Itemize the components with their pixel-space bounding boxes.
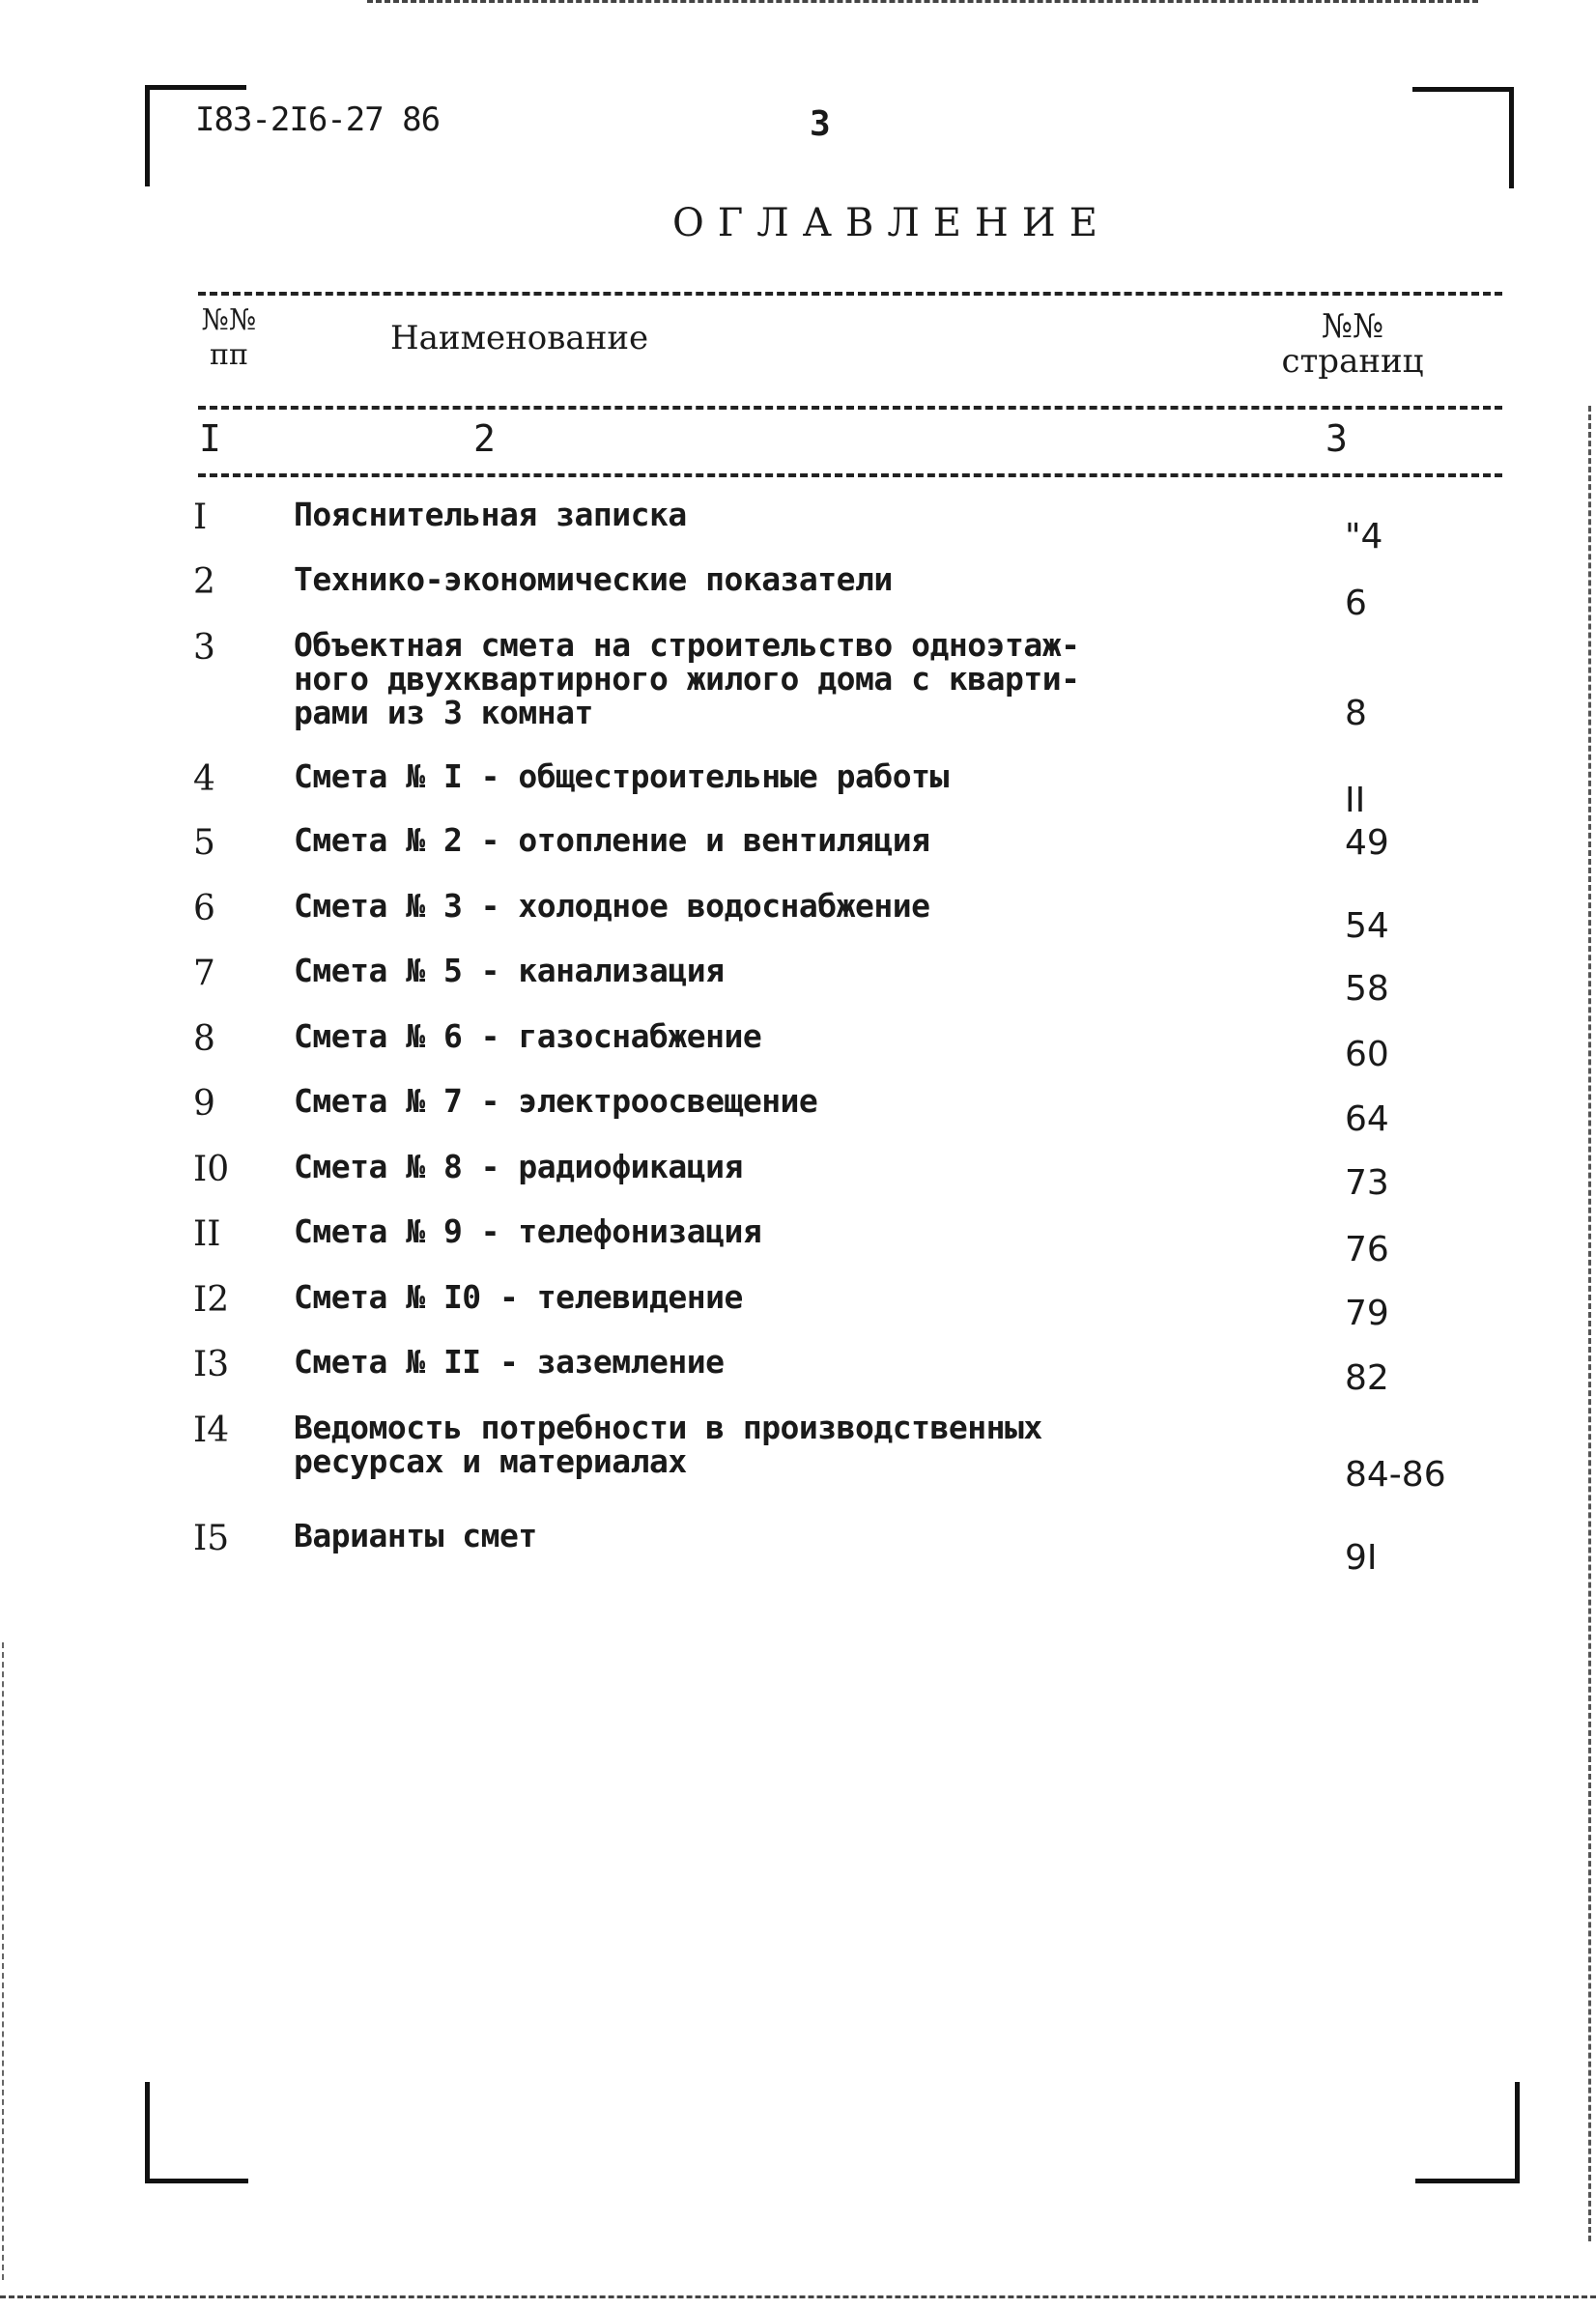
- row-page: 73: [1345, 1163, 1389, 1203]
- page-number: 3: [810, 104, 831, 144]
- row-page: 49: [1345, 823, 1389, 863]
- scan-edge-right: [1588, 406, 1591, 2241]
- row-name: Смета № 5 - канализация: [294, 952, 725, 989]
- row-number: 9: [193, 1084, 215, 1124]
- row-page: II: [1345, 781, 1366, 820]
- page-title: ОГЛАВЛЕНИЕ: [672, 201, 1111, 245]
- row-name: Объектная смета на строительство одноэтаж- ного двухквартирного жилого дома с кварти- рами из 3 комнат: [294, 626, 1080, 731]
- row-name: Смета № II - заземление: [294, 1343, 725, 1381]
- row-name: Смета № I0 - телевидение: [294, 1278, 743, 1316]
- row-name: Варианты смет: [294, 1517, 537, 1554]
- row-page: "4: [1345, 517, 1383, 556]
- row-name: Ведомость потребности в производственных ресурсах и материалах: [294, 1409, 1042, 1480]
- row-number: 2: [193, 562, 215, 602]
- row-page: 82: [1345, 1358, 1389, 1398]
- document-code: I83-2I6-27 86: [195, 100, 441, 139]
- row-page: 60: [1345, 1035, 1389, 1074]
- row-page: 64: [1345, 1099, 1389, 1139]
- row-name: Смета № 2 - отопление и вентиляция: [294, 821, 930, 859]
- crop-mark-bottom-left: [145, 2082, 248, 2183]
- row-name: Смета № 3 - холодное водоснабжение: [294, 887, 930, 925]
- row-page: 8: [1345, 694, 1367, 733]
- table-rule-body: [198, 473, 1502, 477]
- column-header-pages: №№ страниц: [1281, 307, 1424, 381]
- row-number: I: [193, 498, 208, 537]
- scan-edge-left: [2, 1642, 4, 2280]
- table-rule-header: [198, 406, 1502, 410]
- row-page: 9I: [1345, 1538, 1378, 1578]
- row-name: Смета № 7 - электроосвещение: [294, 1082, 818, 1120]
- row-name: Смета № 6 - газоснабжение: [294, 1017, 762, 1055]
- column-header-name: Наименование: [390, 319, 649, 357]
- scan-edge-bottom: [0, 2295, 1596, 2298]
- row-page: 76: [1345, 1230, 1389, 1269]
- row-number: 6: [193, 889, 215, 928]
- row-name: Смета № 9 - телефонизация: [294, 1212, 762, 1250]
- row-page: 54: [1345, 906, 1389, 946]
- row-page: 6: [1345, 584, 1367, 623]
- row-number: I4: [193, 1411, 230, 1450]
- row-number: 4: [193, 759, 215, 799]
- row-name: Смета № 8 - радиофикация: [294, 1148, 743, 1185]
- row-page: 84-86: [1345, 1455, 1446, 1495]
- column-number-1: I: [199, 417, 221, 460]
- column-number-3: 3: [1325, 417, 1348, 460]
- row-number: I5: [193, 1519, 230, 1558]
- row-number: 7: [193, 954, 215, 993]
- row-name: Пояснительная записка: [294, 496, 687, 533]
- row-number: I3: [193, 1345, 230, 1384]
- row-number: 3: [193, 628, 215, 668]
- column-header-number: №№ пп: [201, 303, 257, 372]
- row-number: II: [193, 1214, 221, 1254]
- row-number: 8: [193, 1019, 215, 1059]
- row-page: 58: [1345, 969, 1389, 1009]
- row-page: 79: [1345, 1294, 1389, 1333]
- row-number: I2: [193, 1280, 230, 1320]
- crop-mark-top-right: [1412, 87, 1514, 188]
- crop-mark-bottom-right: [1415, 2082, 1520, 2183]
- scan-edge-top: [367, 0, 1478, 3]
- column-number-2: 2: [473, 417, 496, 460]
- row-number: 5: [193, 823, 215, 863]
- row-name: Смета № I - общестроительные работы: [294, 757, 949, 795]
- row-number: I0: [193, 1150, 230, 1189]
- row-name: Технико-экономические показатели: [294, 560, 893, 598]
- table-rule-top: [198, 292, 1502, 296]
